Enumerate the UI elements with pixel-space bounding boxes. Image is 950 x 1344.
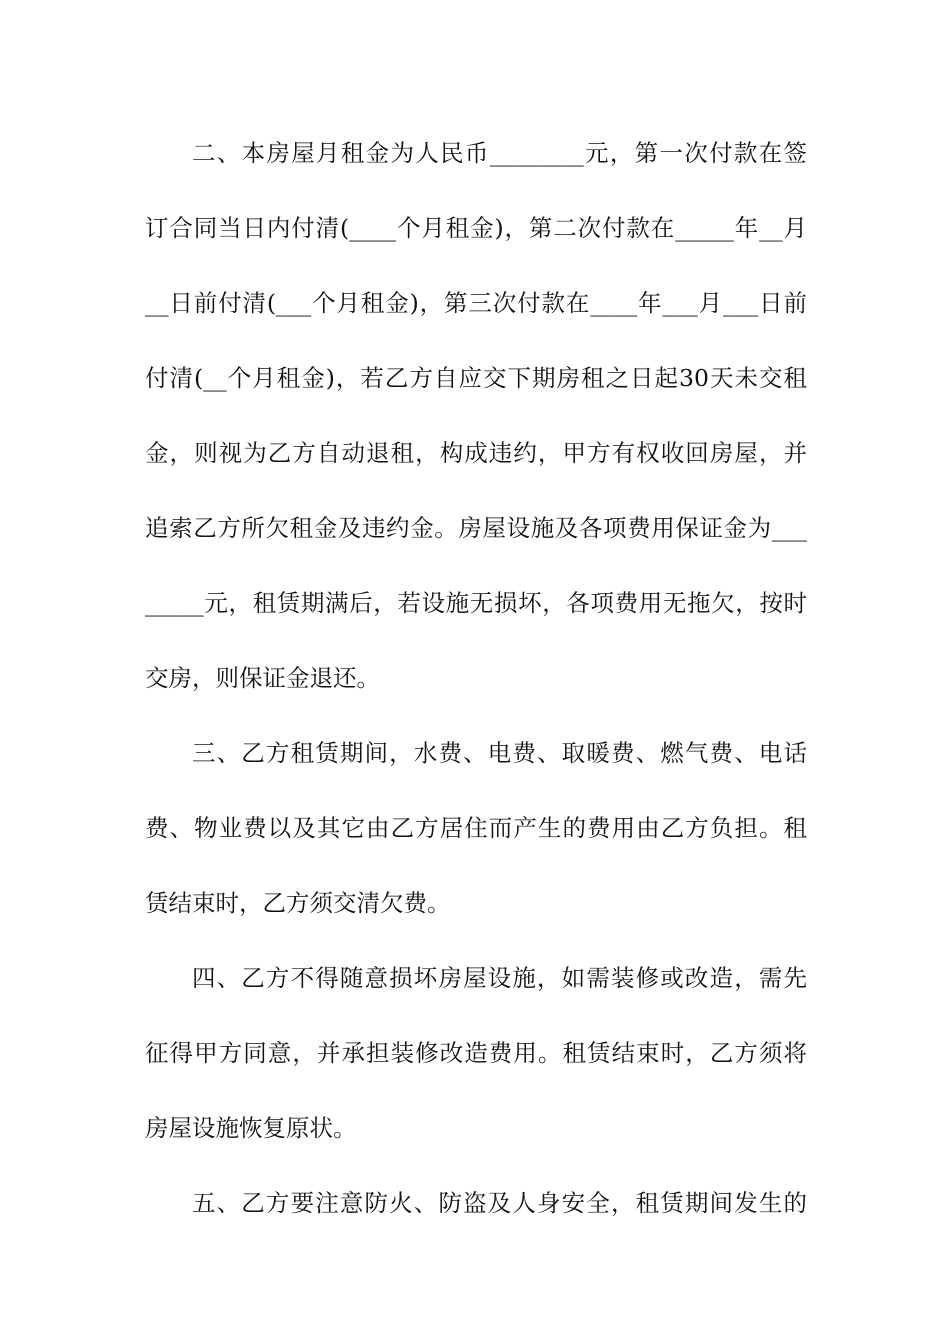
clause-3-line-1: 三、乙方租赁期间，水费、电费、取暖费、燃气费、电话 bbox=[192, 739, 807, 767]
clause-4-line-2: 征得甲方同意，并承担装修改造费用。租赁结束时，乙方须将 bbox=[145, 1039, 807, 1067]
clause-4-line-3: 房屋设施恢复原状。 bbox=[145, 1114, 357, 1142]
clause-4-line-1: 四、乙方不得随意损坏房屋设施，如需装修或改造，需先 bbox=[192, 964, 807, 992]
clause-2-line-2: 订合同当日内付清(____个月租金)，第二次付款在_____年__月 bbox=[145, 214, 807, 242]
clause-2-line-4: 付清(__个月租金)，若乙方自应交下期房租之日起30天未交租 bbox=[145, 364, 807, 392]
clause-3-line-2: 费、物业费以及其它由乙方居住而产生的费用由乙方负担。租 bbox=[145, 814, 807, 842]
clause-3-line-3: 赁结束时，乙方须交清欠费。 bbox=[145, 889, 451, 917]
clause-2-line-7: _____元，租赁期满后，若设施无损坏，各项费用无拖欠，按时 bbox=[145, 589, 807, 617]
clause-2-line-8: 交房，则保证金退还。 bbox=[145, 664, 380, 692]
clause-5-line-1: 五、乙方要注意防火、防盗及人身安全，租赁期间发生的 bbox=[192, 1189, 807, 1217]
contract-body bbox=[145, 127, 807, 1252]
clause-2-line-1: 二、本房屋月租金为人民币________元，第一次付款在签 bbox=[192, 139, 807, 167]
clause-2-line-6: 追索乙方所欠租金及违约金。房屋设施及各项费用保证金为___ bbox=[145, 514, 807, 542]
clause-2-line-5: 金，则视为乙方自动退租，构成违约，甲方有权收回房屋，并 bbox=[145, 439, 807, 467]
clause-2-line-3: __日前付清(___个月租金)，第三次付款在____年___月___日前 bbox=[145, 289, 807, 317]
